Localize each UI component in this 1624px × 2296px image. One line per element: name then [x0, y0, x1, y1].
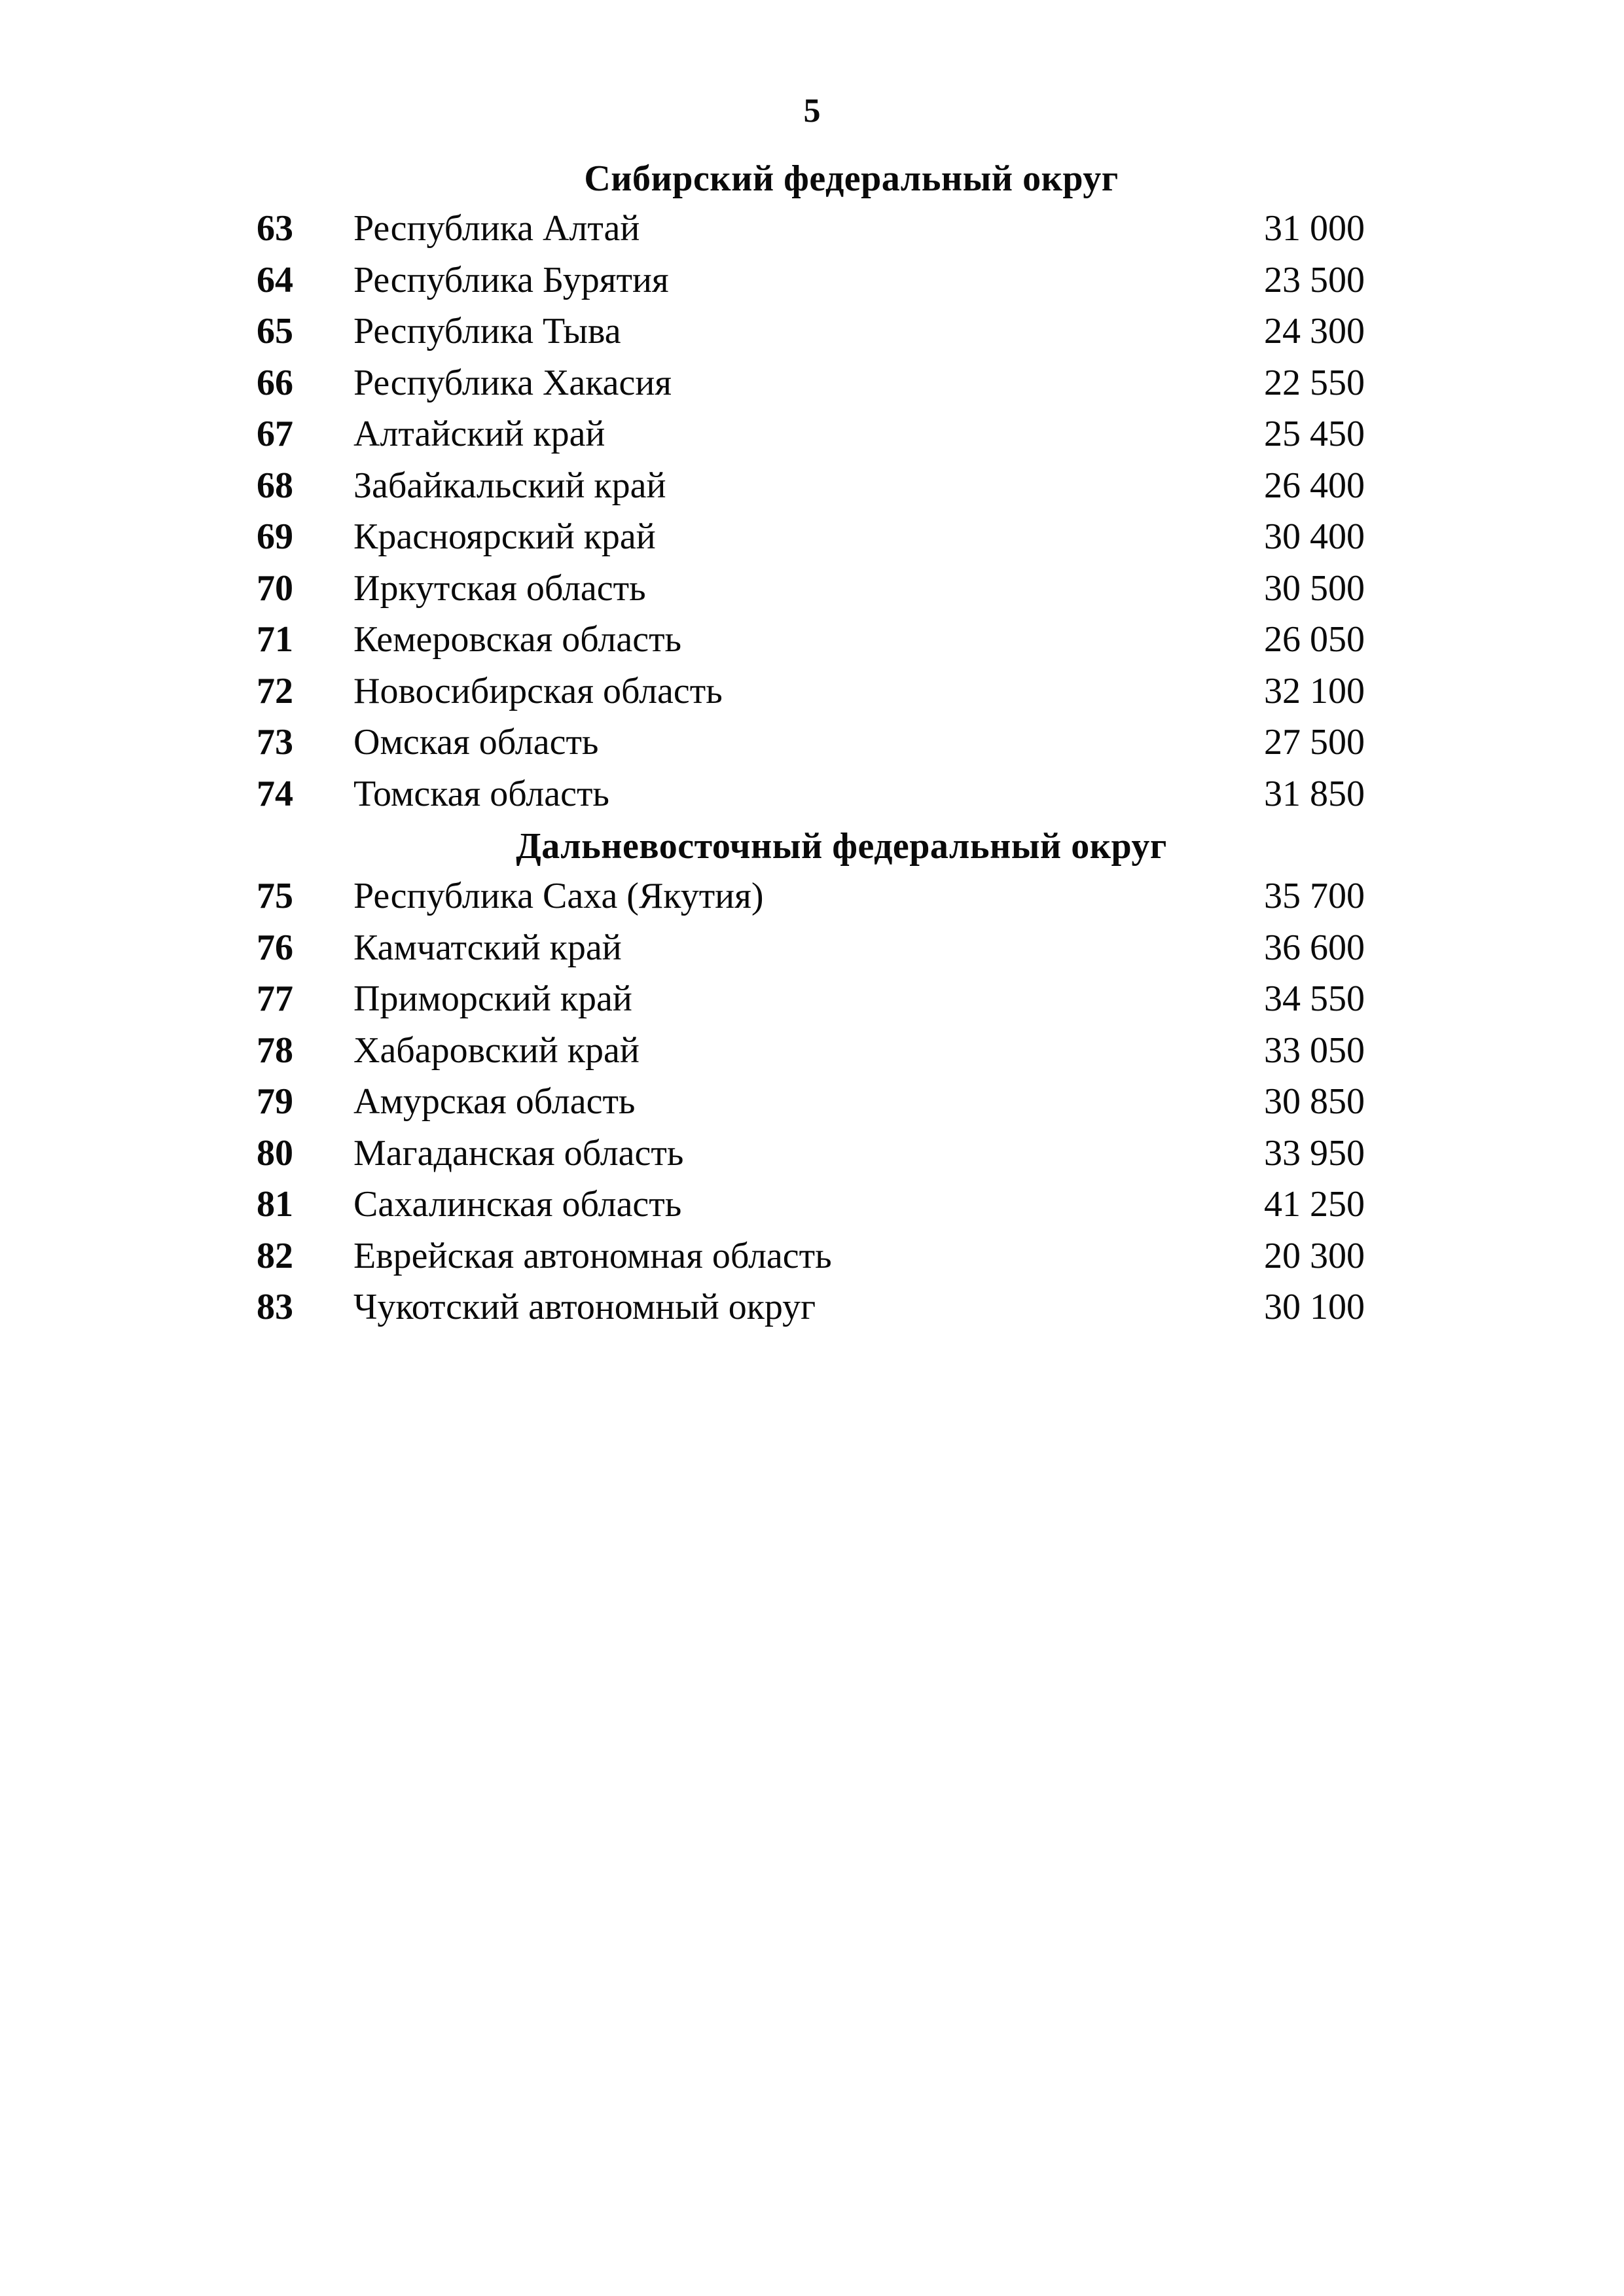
region-name: Приморский край	[353, 978, 632, 1019]
table-row	[0, 257, 1624, 309]
region-value: 34 550	[1264, 978, 1365, 1019]
page-number: 5	[803, 92, 821, 130]
region-value: 32 100	[1264, 670, 1365, 711]
row-number: 79	[257, 1081, 293, 1122]
region-value: 26 050	[1264, 619, 1365, 660]
table-siberian-district	[0, 206, 1624, 822]
table-row	[0, 1233, 1624, 1285]
table-row	[0, 1079, 1624, 1130]
row-number: 69	[257, 516, 293, 557]
region-name: Кемеровская область	[353, 619, 682, 660]
region-value: 30 100	[1264, 1287, 1365, 1327]
row-number: 72	[257, 670, 293, 711]
region-name: Иркутская область	[353, 567, 646, 609]
table-row	[0, 308, 1624, 360]
region-value: 31 850	[1264, 773, 1365, 814]
region-value: 25 450	[1264, 414, 1365, 454]
region-name: Хабаровский край	[353, 1030, 640, 1071]
table-row	[0, 668, 1624, 720]
region-name: Забайкальский край	[353, 465, 666, 506]
region-name: Республика Тыва	[353, 311, 621, 351]
row-number: 76	[257, 927, 293, 968]
region-value: 20 300	[1264, 1235, 1365, 1276]
region-name: Амурская область	[353, 1081, 636, 1122]
region-value: 33 050	[1264, 1030, 1365, 1071]
region-name: Магаданская область	[353, 1132, 684, 1174]
region-value: 30 400	[1264, 516, 1365, 557]
table-row	[0, 976, 1624, 1028]
row-number: 68	[257, 465, 293, 506]
row-number: 82	[257, 1235, 293, 1276]
row-number: 63	[257, 208, 293, 249]
table-row	[0, 1181, 1624, 1233]
table-row	[0, 206, 1624, 257]
table-row	[0, 514, 1624, 565]
row-number: 83	[257, 1287, 293, 1327]
section-title-siberian: Сибирский федеральный округ	[584, 158, 1119, 199]
region-value: 27 500	[1264, 722, 1365, 762]
row-number: 73	[257, 722, 293, 762]
row-number: 66	[257, 362, 293, 403]
table-row	[0, 1028, 1624, 1079]
row-number: 64	[257, 259, 293, 300]
region-name: Еврейская автономная область	[353, 1235, 832, 1276]
row-number: 81	[257, 1184, 293, 1225]
region-name: Республика Хакасия	[353, 362, 672, 403]
table-row	[0, 719, 1624, 771]
region-name: Новосибирская область	[353, 670, 723, 711]
row-number: 67	[257, 414, 293, 454]
region-name: Алтайский край	[353, 414, 605, 454]
table-row	[0, 360, 1624, 412]
table-far-eastern-district	[0, 873, 1624, 1336]
region-value: 24 300	[1264, 311, 1365, 351]
region-value: 33 950	[1264, 1132, 1365, 1174]
row-number: 71	[257, 619, 293, 660]
table-row	[0, 1130, 1624, 1182]
region-value: 41 250	[1264, 1184, 1365, 1225]
row-number: 74	[257, 773, 293, 814]
table-row	[0, 617, 1624, 668]
row-number: 77	[257, 978, 293, 1019]
region-name: Камчатский край	[353, 927, 622, 968]
region-value: 22 550	[1264, 362, 1365, 403]
region-name: Томская область	[353, 773, 609, 814]
section-title-far-eastern: Дальневосточный федеральный округ	[516, 826, 1167, 867]
region-value: 26 400	[1264, 465, 1365, 506]
row-number: 75	[257, 876, 293, 916]
table-row	[0, 463, 1624, 514]
region-name: Чукотский автономный округ	[353, 1287, 816, 1327]
region-value: 23 500	[1264, 259, 1365, 300]
row-number: 70	[257, 567, 293, 609]
region-value: 31 000	[1264, 208, 1365, 249]
table-row	[0, 873, 1624, 925]
region-name: Республика Бурятия	[353, 259, 669, 300]
region-value: 30 850	[1264, 1081, 1365, 1122]
region-value: 35 700	[1264, 876, 1365, 916]
row-number: 80	[257, 1132, 293, 1174]
region-value: 36 600	[1264, 927, 1365, 968]
region-name: Красноярский край	[353, 516, 656, 557]
region-name: Сахалинская область	[353, 1184, 682, 1225]
region-name: Республика Саха (Якутия)	[353, 876, 764, 916]
table-row	[0, 925, 1624, 977]
region-name: Омская область	[353, 722, 599, 762]
table-row	[0, 411, 1624, 463]
table-row	[0, 565, 1624, 617]
table-row	[0, 771, 1624, 823]
row-number: 78	[257, 1030, 293, 1071]
row-number: 65	[257, 311, 293, 351]
region-name: Республика Алтай	[353, 208, 640, 249]
table-row	[0, 1284, 1624, 1336]
region-value: 30 500	[1264, 567, 1365, 609]
